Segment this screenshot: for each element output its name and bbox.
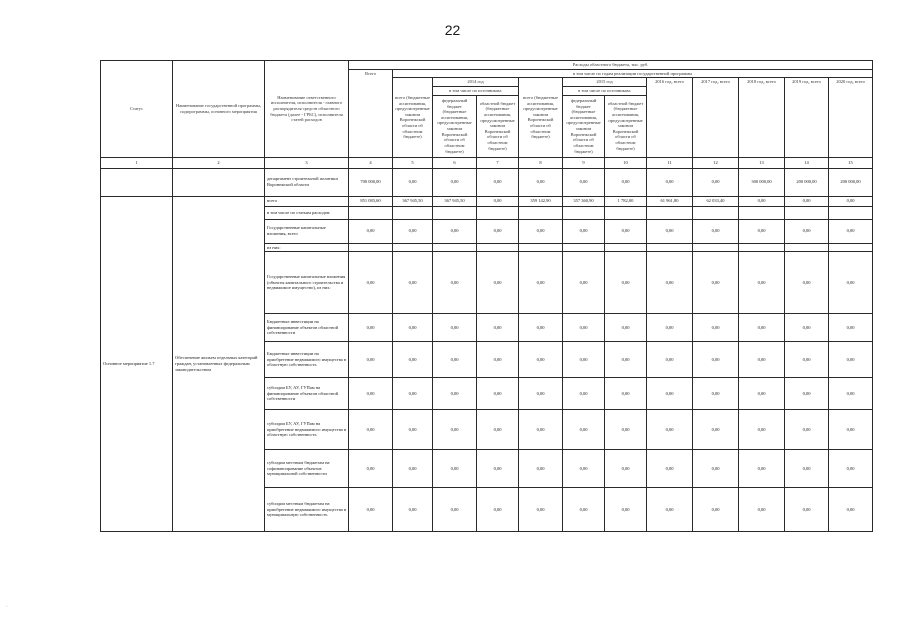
row-value-cell: 0,00 [647, 219, 693, 243]
row-value-cell: 0,00 [519, 342, 563, 378]
row-value-cell: 357 360,90 [563, 196, 605, 206]
row-value-cell: 0,00 [739, 450, 785, 488]
row-value-cell: 0,00 [477, 410, 519, 450]
row-value-cell: 0,00 [785, 488, 829, 532]
row-value-cell: 0,00 [605, 314, 647, 342]
row-value-cell: 0,00 [785, 450, 829, 488]
column-number: 3 [265, 157, 349, 168]
column-number: 1 [101, 157, 173, 168]
row-value-cell [519, 206, 563, 219]
column-number: 14 [785, 157, 829, 168]
header-2015-incl-sources: в том числе по источникам: [563, 86, 647, 95]
header-2020: 2020 год, всего [829, 78, 873, 157]
row-value-cell: 0,00 [693, 314, 739, 342]
row-value-cell: 0,00 [739, 314, 785, 342]
column-number: 9 [563, 157, 605, 168]
row-value-cell: 0,00 [739, 219, 785, 243]
header-program-name: Наименование государственной программы, подпрограммы, основного мероприятия [173, 61, 265, 158]
row-value-cell: 0,00 [563, 410, 605, 450]
row-value-cell: 0,00 [693, 410, 739, 450]
row-value-cell [739, 206, 785, 219]
row-value-cell: 0,00 [349, 488, 393, 532]
row-value-cell [785, 243, 829, 252]
header-2014-regional: областной бюджет (бюджетные ассигнования, предусмотренные законом Воронежской области об областном бюджете) [477, 95, 519, 157]
row-value-cell: 0,00 [477, 378, 519, 410]
row-value-cell [349, 243, 393, 252]
row-value-cell: 0,00 [433, 488, 477, 532]
row-program-name [173, 168, 265, 196]
row-value-cell: 0,00 [519, 314, 563, 342]
row-value-cell: 0,00 [393, 219, 433, 243]
row-value-cell: 0,00 [785, 252, 829, 314]
row-value-cell: 1 782,00 [605, 196, 647, 206]
row-value-cell [693, 206, 739, 219]
row-value-cell: 0,00 [647, 488, 693, 532]
column-numbers-row [101, 157, 873, 168]
row-value-cell: 0,00 [519, 252, 563, 314]
column-number: 15 [829, 157, 873, 168]
row-value-cell: 0,00 [739, 410, 785, 450]
row-value-cell: 0,00 [477, 219, 519, 243]
row-expense-item: Государственные капитальные вложения, всего [265, 219, 349, 243]
row-value-cell: 0,00 [563, 488, 605, 532]
header-2016: 2016 год, всего [647, 78, 693, 157]
row-value-cell [829, 206, 873, 219]
row-value-cell [433, 206, 477, 219]
row-value-cell: 0,00 [349, 314, 393, 342]
row-expense-item: субсидии БУ, АУ, ГУПам на приобретение недвижимого имущества в областную собственность [265, 410, 349, 450]
row-value-cell: 0,00 [605, 252, 647, 314]
row-value-cell: 0,00 [519, 378, 563, 410]
row-value-cell: 359 142,90 [519, 196, 563, 206]
row-value-cell: 0,00 [829, 342, 873, 378]
table-header [101, 61, 873, 169]
row-value-cell: 0,00 [433, 342, 477, 378]
row-value-cell: 0,00 [647, 252, 693, 314]
row-value-cell: 0,00 [563, 168, 605, 196]
row-value-cell [563, 243, 605, 252]
header-total: Всего [349, 69, 393, 157]
row-value-cell: 0,00 [693, 219, 739, 243]
row-value-cell [477, 243, 519, 252]
column-number: 12 [693, 157, 739, 168]
row-value-cell: 0,00 [647, 378, 693, 410]
row-value-cell [829, 243, 873, 252]
row-value-cell: 0,00 [739, 196, 785, 206]
row-value-cell: 0,00 [785, 378, 829, 410]
row-value-cell: 0,00 [605, 219, 647, 243]
row-value-cell: 0,00 [647, 314, 693, 342]
column-number: 10 [605, 157, 647, 168]
row-value-cell: 0,00 [393, 314, 433, 342]
row-value-cell: 0,00 [605, 450, 647, 488]
row-value-cell: 851 083,60 [349, 196, 393, 206]
row-value-cell: 0,00 [477, 342, 519, 378]
row-value-cell: 0,00 [647, 342, 693, 378]
row-value-cell: 0,00 [519, 168, 563, 196]
row-program-name: Обеспечение жильем отдельных категорий граждан, установленных федеральным законодательством [173, 196, 265, 532]
row-value-cell: 0,00 [433, 314, 477, 342]
row-value-cell: 0,00 [477, 488, 519, 532]
row-value-cell: 0,00 [829, 196, 873, 206]
row-value-cell: 0,00 [605, 410, 647, 450]
row-value-cell: 0,00 [433, 450, 477, 488]
header-2018: 2018 год, всего [739, 78, 785, 157]
header-2014-federal: федеральный бюджет (бюджетные ассигнования, предусмотренные законом Воронежской области об областном бюджете) [433, 95, 477, 157]
row-value-cell: 0,00 [829, 488, 873, 532]
header-2015-federal: федеральный бюджет (бюджетные ассигнования, предусмотренные законом Воронежской области об областном бюджете) [563, 95, 605, 157]
budget-expenses-table [100, 60, 873, 532]
row-value-cell: 0,00 [393, 168, 433, 196]
row-value-cell: 0,00 [433, 252, 477, 314]
row-value-cell [433, 243, 477, 252]
header-2015: 2015 год [563, 78, 647, 87]
row-status [101, 168, 173, 196]
row-value-cell: 0,00 [349, 378, 393, 410]
row-value-cell: 0,00 [477, 314, 519, 342]
row-value-cell: 367 945,50 [433, 196, 477, 206]
row-value-cell [647, 206, 693, 219]
row-value-cell: 0,00 [605, 168, 647, 196]
row-value-cell [349, 206, 393, 219]
header-2015-total: всего (бюджетные ассигнования, предусмотренные законом Воронежской области об областном бюджете) [519, 78, 563, 157]
row-value-cell: 0,00 [433, 168, 477, 196]
row-value-cell: 0,00 [563, 342, 605, 378]
row-value-cell: 0,00 [785, 196, 829, 206]
row-value-cell: 0,00 [647, 450, 693, 488]
row-expense-item: субсидии БУ, АУ, ГУПам на финансирование объектов областной собственности [265, 378, 349, 410]
corner-mark: · [6, 604, 8, 610]
row-value-cell: 0,00 [605, 342, 647, 378]
row-value-cell: 0,00 [785, 314, 829, 342]
header-by-years: в том числе по годам реализации государственной программы [393, 69, 873, 78]
row-expense-item: департамент строительной политики Воронежской области [265, 168, 349, 196]
page-number: 22 [444, 22, 461, 38]
row-value-cell: 0,00 [605, 378, 647, 410]
header-2017: 2017 год, всего [693, 78, 739, 157]
column-number: 4 [349, 157, 393, 168]
header-2014: 2014 год [433, 78, 519, 87]
row-value-cell: 62 033,40 [693, 196, 739, 206]
row-value-cell: 0,00 [393, 410, 433, 450]
row-value-cell: 700 000,00 [349, 168, 393, 196]
table-row [101, 168, 873, 196]
row-value-cell: 0,00 [393, 488, 433, 532]
row-value-cell: 0,00 [693, 168, 739, 196]
row-value-cell [605, 243, 647, 252]
row-value-cell: 0,00 [829, 252, 873, 314]
row-value-cell: 200 000,00 [829, 168, 873, 196]
row-value-cell: 0,00 [829, 378, 873, 410]
row-value-cell: 0,00 [519, 450, 563, 488]
row-value-cell: 0,00 [477, 252, 519, 314]
column-number: 11 [647, 157, 693, 168]
row-value-cell: 0,00 [829, 450, 873, 488]
table-row [101, 196, 873, 206]
row-value-cell: 0,00 [349, 219, 393, 243]
row-value-cell: 0,00 [693, 488, 739, 532]
row-value-cell [477, 206, 519, 219]
row-expense-item: Государственные капитальные вложения (объекты капитального строительства и недвижимое имущество), из них: [265, 252, 349, 314]
table-body [101, 168, 873, 532]
row-value-cell: 0,00 [349, 252, 393, 314]
row-value-cell: 0,00 [349, 342, 393, 378]
row-value-cell [605, 206, 647, 219]
row-value-cell: 0,00 [433, 378, 477, 410]
row-value-cell: 0,00 [739, 378, 785, 410]
row-value-cell: 0,00 [785, 219, 829, 243]
row-value-cell: 0,00 [563, 450, 605, 488]
header-2015-regional: областной бюджет (бюджетные ассигнования, предусмотренные законом Воронежской области об областном бюджете) [605, 95, 647, 157]
row-value-cell: 0,00 [477, 196, 519, 206]
column-number: 2 [173, 157, 265, 168]
row-value-cell: 61 961,80 [647, 196, 693, 206]
row-expense-item: Бюджетные инвестиции на финансирование объектов областной собственности [265, 314, 349, 342]
row-value-cell [393, 243, 433, 252]
row-value-cell [519, 243, 563, 252]
row-value-cell: 0,00 [693, 342, 739, 378]
row-value-cell: 0,00 [477, 450, 519, 488]
row-value-cell: 0,00 [829, 219, 873, 243]
row-value-cell [785, 206, 829, 219]
header-2019: 2019 год, всего [785, 78, 829, 157]
row-value-cell: 0,00 [647, 410, 693, 450]
header-status: Статус [101, 61, 173, 158]
column-number: 8 [519, 157, 563, 168]
row-value-cell: 0,00 [739, 252, 785, 314]
column-number: 5 [393, 157, 433, 168]
row-value-cell: 0,00 [563, 252, 605, 314]
header-executor: Наименование ответственного исполнителя, исполнителя - главного распорядителя средств областного бюджета (далее - ГРБС), исполнителя статей расходов [265, 61, 349, 158]
row-value-cell: 0,00 [829, 314, 873, 342]
column-number: 7 [477, 157, 519, 168]
row-value-cell: 0,00 [477, 168, 519, 196]
row-expense-item: Бюджетные инвестиции на приобретение недвижимого имущества в областную собственность [265, 342, 349, 378]
row-value-cell [739, 243, 785, 252]
row-value-cell: 300 000,00 [739, 168, 785, 196]
row-status: Основное мероприятие 1.7 [101, 196, 173, 532]
row-value-cell: 0,00 [563, 219, 605, 243]
row-value-cell: 0,00 [393, 450, 433, 488]
row-value-cell: 0,00 [563, 378, 605, 410]
row-value-cell: 0,00 [605, 488, 647, 532]
row-value-cell: 0,00 [739, 488, 785, 532]
row-value-cell: 0,00 [693, 252, 739, 314]
row-value-cell: 0,00 [519, 488, 563, 532]
header-expenses-title: Расходы областного бюджета, тыс. руб. [349, 61, 873, 70]
row-expense-item: субсидии местным бюджетам на софинансирование объектов муниципальной собственности [265, 450, 349, 488]
row-value-cell: 0,00 [647, 168, 693, 196]
row-expense-item: из них: [265, 243, 349, 252]
row-value-cell: 0,00 [393, 252, 433, 314]
row-value-cell: 0,00 [433, 219, 477, 243]
row-value-cell [647, 243, 693, 252]
row-value-cell: 0,00 [739, 342, 785, 378]
row-value-cell: 0,00 [563, 314, 605, 342]
row-value-cell: 367 945,50 [393, 196, 433, 206]
row-value-cell: 0,00 [349, 450, 393, 488]
row-value-cell: 0,00 [693, 450, 739, 488]
row-value-cell [563, 206, 605, 219]
row-value-cell: 0,00 [785, 410, 829, 450]
row-value-cell: 0,00 [433, 410, 477, 450]
row-value-cell [693, 243, 739, 252]
row-expense-item: в том числе по статьям расходов: [265, 206, 349, 219]
row-value-cell: 0,00 [519, 410, 563, 450]
column-number: 13 [739, 157, 785, 168]
row-value-cell [393, 206, 433, 219]
row-value-cell: 0,00 [785, 342, 829, 378]
row-expense-item: субсидии местным бюджетам на приобретение недвижимого имущества в муниципальную собственность [265, 488, 349, 532]
column-number: 6 [433, 157, 477, 168]
row-value-cell: 0,00 [393, 378, 433, 410]
row-value-cell: 0,00 [393, 342, 433, 378]
row-expense-item: всего [265, 196, 349, 206]
row-value-cell: 0,00 [829, 410, 873, 450]
row-value-cell: 0,00 [349, 410, 393, 450]
header-2014-incl-sources: в том числе по источникам: [433, 86, 519, 95]
row-value-cell: 0,00 [693, 378, 739, 410]
row-value-cell: 0,00 [519, 219, 563, 243]
header-2014-total: всего (бюджетные ассигнования, предусмотренные законом Воронежской области об областном бюджете) [393, 78, 433, 157]
row-value-cell: 200 000,00 [785, 168, 829, 196]
